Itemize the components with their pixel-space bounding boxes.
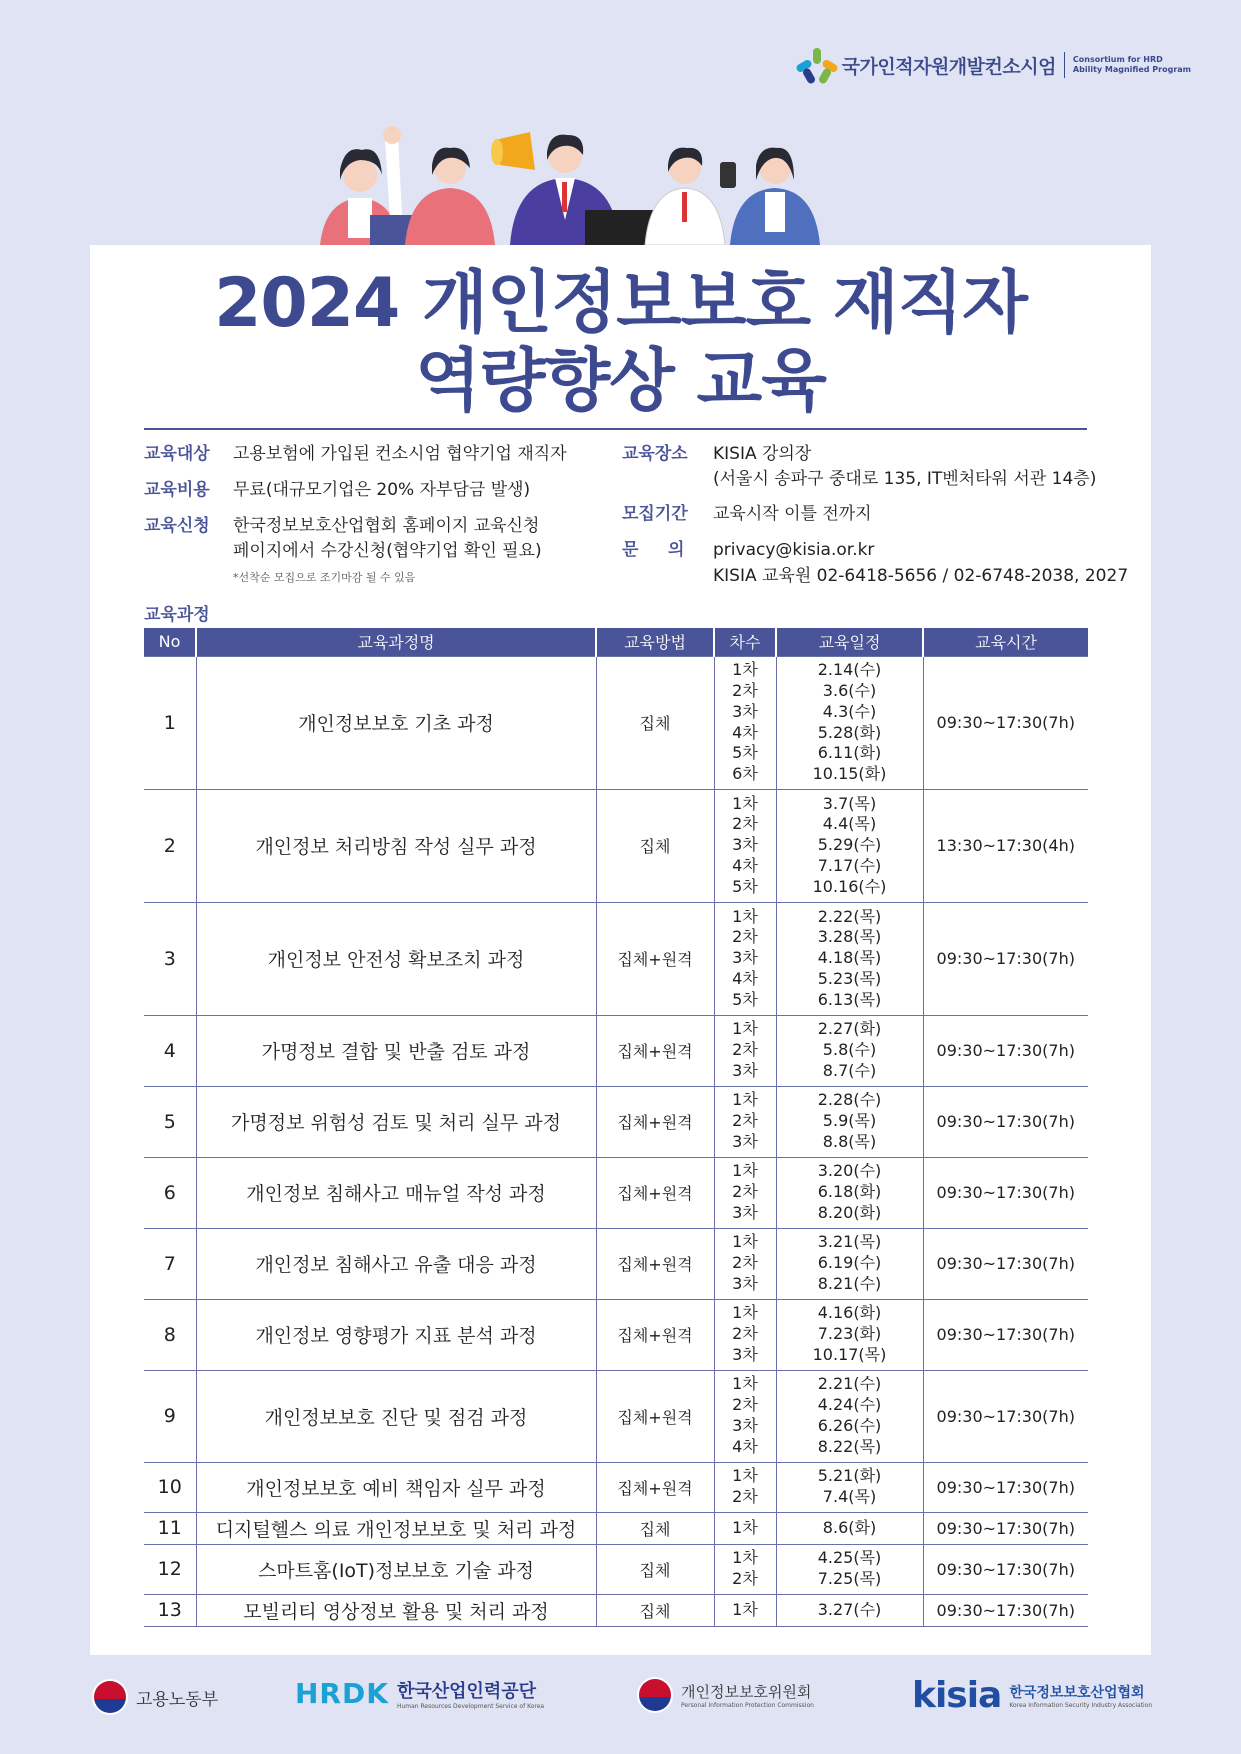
row-method: 집체+원격 [596,1157,714,1228]
table-row [144,1544,1088,1594]
header-time: 교육시간 [923,628,1088,656]
row-method: 집체+원격 [596,1370,714,1462]
apply-value-2: 페이지에서 수강신청(협약기업 확인 필요) [233,541,542,561]
header-course-name: 교육과정명 [196,628,596,656]
person-5-figure [730,148,820,245]
pipc-en: Personal Information Protection Commission [681,1702,814,1709]
cost-label: 교육비용 [144,480,210,500]
row-time: 09:30~17:30(7h) [923,902,1088,1015]
page-title [90,265,1151,421]
row-dates: 8.6(화) [776,1512,923,1544]
row-rounds: 1차 2차 3차 [714,1299,776,1370]
person-2-figure [405,148,495,245]
consortium-sub-line2: Ability Magnified Program [1072,65,1191,74]
header-no: No [144,628,196,656]
consortium-star-icon [800,48,834,82]
row-no: 10 [144,1462,196,1512]
footer-logos [0,1675,1241,1725]
courses-section-label: 교육과정 [144,605,210,625]
row-dates: 3.21(목) 6.19(수) 8.21(수) [776,1228,923,1299]
kisia-wordmark: kisia [912,1675,1002,1716]
contact-email[interactable]: privacy@kisia.or.kr [713,540,875,560]
row-rounds: 1차 2차 3차 4차 5차 [714,789,776,902]
info-right [622,442,1129,602]
table-row [144,1086,1088,1157]
kisia-logo [912,1675,1152,1716]
course-table [144,628,1088,1627]
row-no: 11 [144,1512,196,1544]
moel-name: 고용노동부 [136,1689,219,1710]
row-rounds: 1차 2차 3차 [714,1015,776,1086]
row-method: 집체+원격 [596,1299,714,1370]
moel-logo [92,1679,218,1715]
row-dates: 2.22(목) 3.28(목) 4.18(목) 5.23(목) 6.13(목) [776,902,923,1015]
row-course-name: 가명정보 위험성 검토 및 처리 실무 과정 [196,1086,596,1157]
row-time: 09:30~17:30(7h) [923,1015,1088,1086]
row-dates: 3.27(수) [776,1594,923,1626]
row-time: 09:30~17:30(7h) [923,1086,1088,1157]
table-row [144,1157,1088,1228]
row-method: 집체 [596,656,714,789]
row-course-name: 개인정보보호 예비 책임자 실무 과정 [196,1462,596,1512]
row-no: 3 [144,902,196,1015]
consortium-logo [800,48,1191,82]
row-rounds: 1차 2차 [714,1544,776,1594]
header-method: 교육방법 [596,628,714,656]
people-illustration [300,120,940,245]
row-course-name: 스마트홈(IoT)정보보호 기술 과정 [196,1544,596,1594]
row-course-name: 개인정보 영향평가 지표 분석 과정 [196,1299,596,1370]
apply-value-1: 한국정보보호산업협회 홈페이지 교육신청 [233,516,540,536]
kisia-en: Korea Information Security Industry Association [1009,1702,1153,1709]
row-method: 집체 [596,1594,714,1626]
row-no: 9 [144,1370,196,1462]
row-time: 09:30~17:30(7h) [923,656,1088,789]
row-no: 8 [144,1299,196,1370]
row-no: 13 [144,1594,196,1626]
title-line-2: 역량향상 교육 [415,342,826,421]
row-rounds: 1차 2차 3차 [714,1086,776,1157]
period-value: 교육시작 이틀 전까지 [713,504,872,524]
row-rounds: 1차 [714,1512,776,1544]
cost-value: 무료(대규모기업은 20% 자부담금 발생) [233,480,531,500]
taegeuk-icon [637,1677,673,1713]
row-method: 집체+원격 [596,1228,714,1299]
consortium-subtitle [1073,55,1191,75]
row-time: 13:30~17:30(4h) [923,789,1088,902]
table-row [144,1462,1088,1512]
kisia-name: 한국정보보호산업협회 [1009,1685,1145,1701]
row-time: 09:30~17:30(7h) [923,1594,1088,1626]
row-course-name: 개인정보보호 기초 과정 [196,656,596,789]
row-no: 2 [144,789,196,902]
person-4-figure [645,148,736,245]
row-no: 5 [144,1086,196,1157]
row-dates: 5.21(화) 7.4(목) [776,1462,923,1512]
row-rounds: 1차 2차 3차 4차 [714,1370,776,1462]
period-label: 모집기간 [622,504,688,524]
table-row [144,656,1088,789]
row-dates: 2.27(화) 5.8(수) 8.7(수) [776,1015,923,1086]
row-rounds: 1차 2차 3차 [714,1157,776,1228]
row-dates: 3.20(수) 6.18(화) 8.20(화) [776,1157,923,1228]
row-method: 집체+원격 [596,1462,714,1512]
row-course-name: 개인정보 안전성 확보조치 과정 [196,902,596,1015]
place-value-1: KISIA 강의장 [713,444,812,464]
row-no: 1 [144,656,196,789]
row-time: 09:30~17:30(7h) [923,1544,1088,1594]
apply-note: *선착순 모집으로 조기마감 될 수 있음 [233,571,416,584]
consortium-sub-line1: Consortium for HRD [1072,55,1163,64]
target-value: 고용보험에 가입된 컨소시엄 협약기업 재직자 [233,444,567,464]
contact-label: 문 의 [622,540,685,560]
contact-phone: KISIA 교육원 02-6418-5656 / 02-6748-2038, 2027 [713,566,1129,586]
row-no: 4 [144,1015,196,1086]
table-row [144,1370,1088,1462]
row-time: 09:30~17:30(7h) [923,1512,1088,1544]
row-time: 09:30~17:30(7h) [923,1228,1088,1299]
row-time: 09:30~17:30(7h) [923,1462,1088,1512]
hrdk-logo [295,1677,544,1710]
row-rounds: 1차 [714,1594,776,1626]
hrdk-wordmark: HRDK [295,1677,389,1710]
pipc-name: 개인정보보호위원회 [681,1683,812,1701]
row-course-name: 개인정보 처리방침 작성 실무 과정 [196,789,596,902]
table-header-row [144,628,1088,656]
row-course-name: 개인정보보호 진단 및 점검 과정 [196,1370,596,1462]
row-dates: 2.21(수) 4.24(수) 6.26(수) 8.22(목) [776,1370,923,1462]
consortium-brand: 국가인적자원개발컨소시엄 [841,55,1056,78]
table-row [144,1512,1088,1544]
row-course-name: 디지털헬스 의료 개인정보보호 및 처리 과정 [196,1512,596,1544]
row-course-name: 개인정보 침해사고 유출 대응 과정 [196,1228,596,1299]
row-course-name: 가명정보 결합 및 반출 검토 과정 [196,1015,596,1086]
header-round: 차수 [714,628,776,656]
row-no: 7 [144,1228,196,1299]
row-course-name: 모빌리티 영상정보 활용 및 처리 과정 [196,1594,596,1626]
title-line-1: 2024 개인정보보호 재직자 [214,264,1027,343]
place-value-2: (서울시 송파구 중대로 135, IT벤처타워 서관 14층) [713,469,1097,489]
table-row [144,1594,1088,1626]
header-schedule: 교육일정 [776,628,923,656]
row-method: 집체+원격 [596,1015,714,1086]
row-course-name: 개인정보 침해사고 매뉴얼 작성 과정 [196,1157,596,1228]
row-dates: 2.14(수) 3.6(수) 4.3(수) 5.28(화) 6.11(화) 10.15(화) [776,656,923,789]
logo-divider [1064,52,1065,78]
row-dates: 4.25(목) 7.25(목) [776,1544,923,1594]
target-label: 교육대상 [144,444,210,464]
place-label: 교육장소 [622,444,688,464]
row-rounds: 1차 2차 3차 [714,1228,776,1299]
row-time: 09:30~17:30(7h) [923,1157,1088,1228]
table-row [144,1299,1088,1370]
title-divider [144,428,1087,430]
row-method: 집체 [596,1512,714,1544]
row-no: 6 [144,1157,196,1228]
info-left [144,442,584,602]
row-no: 12 [144,1544,196,1594]
table-row [144,1228,1088,1299]
row-dates: 3.7(목) 4.4(목) 5.29(수) 7.17(수) 10.16(수) [776,789,923,902]
table-row [144,902,1088,1015]
main-card [90,245,1151,1655]
row-rounds: 1차 2차 3차 4차 5차 [714,902,776,1015]
row-method: 집체 [596,789,714,902]
hrdk-en: Human Resources Development Service of Korea [396,1703,545,1710]
row-method: 집체+원격 [596,1086,714,1157]
row-dates: 2.28(수) 5.9(목) 8.8(목) [776,1086,923,1157]
row-dates: 4.16(화) 7.23(화) 10.17(목) [776,1299,923,1370]
taegeuk-icon [92,1679,128,1715]
row-rounds: 1차 2차 [714,1462,776,1512]
table-row [144,1015,1088,1086]
hrdk-name: 한국산업인력공단 [396,1681,537,1702]
row-rounds: 1차 2차 3차 4차 5차 6차 [714,656,776,789]
row-method: 집체 [596,1544,714,1594]
table-row [144,789,1088,902]
row-method: 집체+원격 [596,902,714,1015]
apply-label: 교육신청 [144,516,210,536]
pipc-logo [637,1677,814,1713]
row-time: 09:30~17:30(7h) [923,1299,1088,1370]
row-time: 09:30~17:30(7h) [923,1370,1088,1462]
